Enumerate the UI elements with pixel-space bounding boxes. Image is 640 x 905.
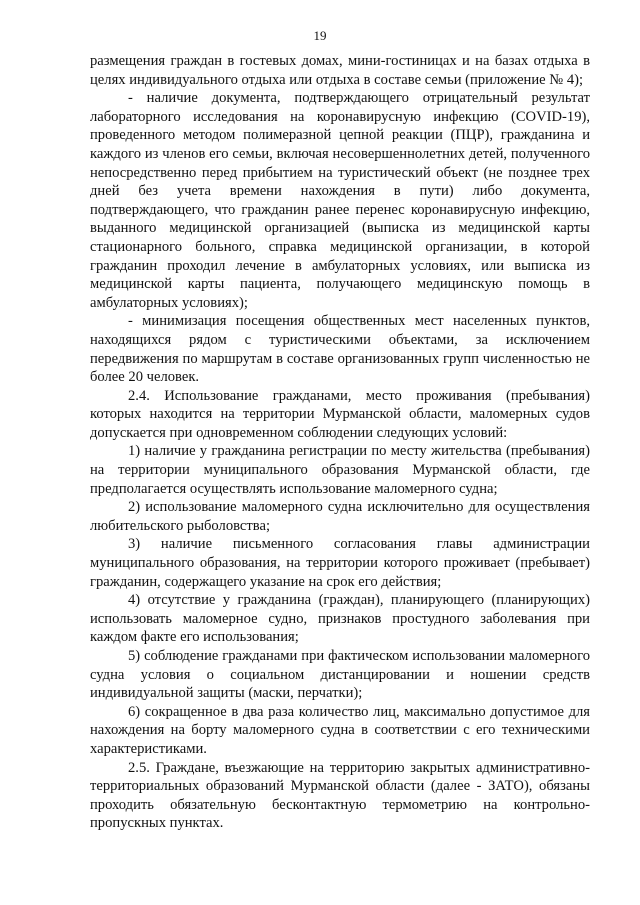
- list-item-2: 2) использование маломерного судна исключительно для осуществления любительского рыболовства;: [90, 499, 590, 534]
- paragraph-2-4: 2.4. Использование гражданами, место проживания (пребывания) которых находится на территории Мурманской области, маломерных судов допускается при одновременном соблюдении следующих условий:: [90, 387, 590, 441]
- paragraph-public-places: - минимизация посещения общественных мест населенных пунктов, находящихся рядом с туристическими объектами, за исключением передвижения по маршрутам в составе организованных групп численностью не более 20 человек.: [90, 313, 590, 386]
- list-item-4: 4) отсутствие у гражданина (граждан), планирующего (планирующих) использовать маломерное судно, признаков простудного заболевания при каждом факте его использования;: [90, 592, 590, 646]
- paragraph-2-5: 2.5. Граждане, въезжающие на территорию закрытых административно-территориальных образований Мурманской области (далее - ЗАТО), обязаны проходить обязательную бесконтактную термометрию на контрольно-пропускных пунктах.: [90, 759, 590, 832]
- paragraph-pcr-test: - наличие документа, подтверждающего отрицательный результат лабораторного исследования на коронавирусную инфекцию (COVID-19), проведенного методом полимеразной цепной реакции (ПЦР), гражданина и каждого из членов его семьи, включая несовершеннолетних детей, полученного непосредственно перед прибытием на туристический объект (не позднее трех дней без учета времени нахождения в пути) либо документа, подтверждающего, что гражданин ранее перенес коронавирусную инфекцию, выданного медицинской организацией (выписка из медицинской карты стационарного больного, справка медицинской организации, в которой гражданин проходил лечение в амбулаторных условиях, или выписка из медицинской карты пациента, получающего медицинскую помощь в амбулаторных условиях);: [90, 90, 590, 311]
- list-item-5: 5) соблюдение гражданами при фактическом использовании маломерного судна условия о социальном дистанцировании и ношении средств индивидуальной защиты (маски, перчатки);: [90, 648, 590, 702]
- paragraph-accommodation: размещения граждан в гостевых домах, мини-гостиницах и на базах отдыха в целях индивидуального отдыха или отдыха в составе семьи (приложение № 4);: [90, 53, 590, 88]
- list-item-3: 3) наличие письменного согласования главы администрации муниципального образования, на территории которого проживает (пребывает) гражданин, содержащего указание на срок его действия;: [90, 536, 590, 590]
- list-item-1: 1) наличие у гражданина регистрации по месту жительства (пребывания) на территории муниципального образования Мурманской области, где предполагается осуществлять использование маломерного судна;: [90, 443, 590, 497]
- list-item-6: 6) сокращенное в два раза количество лиц, максимально допустимое для нахождения на борту маломерного судна в соответствии с его техническими характеристиками.: [90, 703, 590, 757]
- page-number: 19: [313, 28, 327, 43]
- document-body: [90, 52, 590, 833]
